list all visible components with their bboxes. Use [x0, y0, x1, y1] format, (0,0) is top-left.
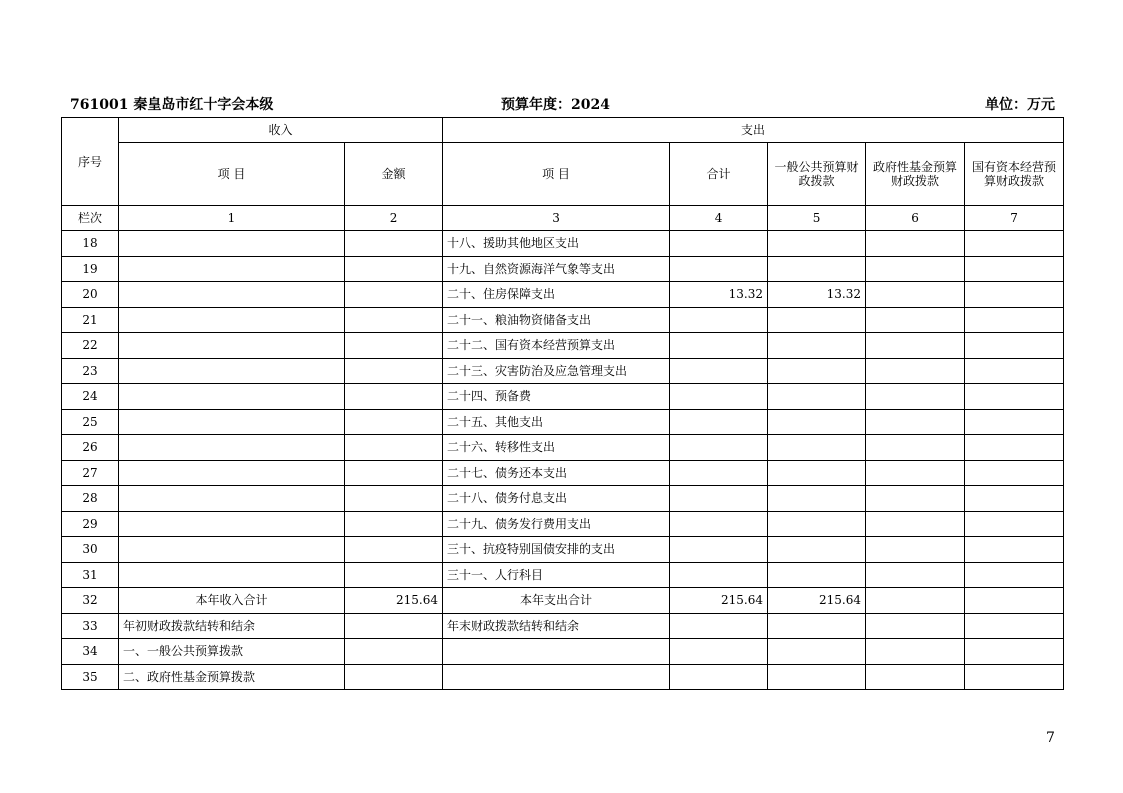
cell-expense-item: 三十一、人行科目	[443, 562, 670, 588]
cell-income-amount	[345, 639, 443, 665]
cell-income-item	[119, 231, 345, 257]
cell-seq: 29	[62, 511, 119, 537]
cell-expense-item: 十八、援助其他地区支出	[443, 231, 670, 257]
cell-state-capital	[965, 358, 1064, 384]
cell-seq: 31	[62, 562, 119, 588]
header-seq: 序号	[62, 118, 119, 206]
cell-total	[670, 639, 768, 665]
cell-income-item	[119, 333, 345, 359]
cell-expense-item: 二十四、预备费	[443, 384, 670, 410]
cell-general	[768, 511, 866, 537]
header-general-budget: 一般公共预算财政拨款	[768, 143, 866, 206]
table-row	[62, 435, 1064, 461]
cell-gov-fund	[866, 511, 965, 537]
cell-total	[670, 409, 768, 435]
header-row-columns	[62, 143, 1064, 206]
cell-income-amount	[345, 435, 443, 461]
cell-income-amount	[345, 460, 443, 486]
cell-general: 13.32	[768, 282, 866, 308]
cell-general	[768, 613, 866, 639]
cell-gov-fund	[866, 384, 965, 410]
cell-seq: 26	[62, 435, 119, 461]
cell-seq: 28	[62, 486, 119, 512]
cell-state-capital	[965, 588, 1064, 614]
cell-gov-fund	[866, 537, 965, 563]
cell-state-capital	[965, 664, 1064, 690]
cell-gov-fund	[866, 333, 965, 359]
cell-state-capital	[965, 562, 1064, 588]
cell-expense-item: 二十六、转移性支出	[443, 435, 670, 461]
cell-state-capital	[965, 435, 1064, 461]
cell-expense-item: 二十八、债务付息支出	[443, 486, 670, 512]
cell-seq: 18	[62, 231, 119, 257]
cell-seq: 33	[62, 613, 119, 639]
report-header	[70, 94, 1055, 114]
cell-gov-fund	[866, 639, 965, 665]
cell-general	[768, 486, 866, 512]
cell-total	[670, 435, 768, 461]
cell-state-capital	[965, 537, 1064, 563]
cell-seq: 22	[62, 333, 119, 359]
cell-seq: 30	[62, 537, 119, 563]
cell-expense-item: 十九、自然资源海洋气象等支出	[443, 256, 670, 282]
cell-seq: 23	[62, 358, 119, 384]
header-gov-fund: 政府性基金预算财政拨款	[866, 143, 965, 206]
budget-table	[61, 117, 1064, 690]
cell-general	[768, 333, 866, 359]
table-row	[62, 460, 1064, 486]
cell-income-amount	[345, 333, 443, 359]
cell-general	[768, 409, 866, 435]
cell-state-capital	[965, 282, 1064, 308]
cell-income-amount	[345, 384, 443, 410]
cell-total	[670, 511, 768, 537]
cell-income-item	[119, 282, 345, 308]
header-income-group: 收入	[119, 118, 443, 143]
cell-gov-fund	[866, 460, 965, 486]
cell-income-item	[119, 537, 345, 563]
cell-total	[670, 664, 768, 690]
cell-income-item	[119, 358, 345, 384]
cell-general	[768, 460, 866, 486]
cell-state-capital	[965, 409, 1064, 435]
table-row	[62, 256, 1064, 282]
cell-gov-fund	[866, 282, 965, 308]
cell-state-capital	[965, 639, 1064, 665]
cell-gov-fund	[866, 231, 965, 257]
table-row	[62, 231, 1064, 257]
table-row	[62, 486, 1064, 512]
cell-seq: 27	[62, 460, 119, 486]
cell-state-capital	[965, 511, 1064, 537]
index-3: 3	[443, 206, 670, 231]
table-row	[62, 588, 1064, 614]
cell-total	[670, 537, 768, 563]
cell-general	[768, 307, 866, 333]
table-row	[62, 333, 1064, 359]
cell-gov-fund	[866, 588, 965, 614]
cell-state-capital	[965, 460, 1064, 486]
cell-general	[768, 435, 866, 461]
cell-income-item	[119, 256, 345, 282]
header-state-capital: 国有资本经营预算财政拨款	[965, 143, 1064, 206]
cell-income-item: 一、一般公共预算拨款	[119, 639, 345, 665]
cell-income-amount	[345, 282, 443, 308]
cell-total: 215.64	[670, 588, 768, 614]
cell-state-capital	[965, 256, 1064, 282]
cell-income-amount	[345, 613, 443, 639]
cell-income-amount: 215.64	[345, 588, 443, 614]
cell-expense-item: 二十二、国有资本经营预算支出	[443, 333, 670, 359]
table-row	[62, 282, 1064, 308]
cell-expense-item: 二十七、债务还本支出	[443, 460, 670, 486]
cell-gov-fund	[866, 435, 965, 461]
cell-general	[768, 256, 866, 282]
index-label: 栏次	[62, 206, 119, 231]
cell-income-item	[119, 562, 345, 588]
cell-seq: 25	[62, 409, 119, 435]
page-number: 7	[1046, 730, 1055, 746]
cell-total	[670, 460, 768, 486]
header-row-groups	[62, 118, 1064, 143]
cell-gov-fund	[866, 664, 965, 690]
index-1: 1	[119, 206, 345, 231]
cell-gov-fund	[866, 358, 965, 384]
cell-state-capital	[965, 384, 1064, 410]
table-row	[62, 562, 1064, 588]
cell-income-amount	[345, 511, 443, 537]
cell-income-amount	[345, 231, 443, 257]
cell-total: 13.32	[670, 282, 768, 308]
cell-total	[670, 333, 768, 359]
cell-expense-item: 年末财政拨款结转和结余	[443, 613, 670, 639]
cell-total	[670, 384, 768, 410]
cell-income-item	[119, 435, 345, 461]
cell-income-item	[119, 384, 345, 410]
cell-income-amount	[345, 486, 443, 512]
cell-income-amount	[345, 664, 443, 690]
currency-unit: 单位：万元	[985, 97, 1055, 113]
cell-total	[670, 562, 768, 588]
cell-expense-item: 二十一、粮油物资储备支出	[443, 307, 670, 333]
header-row-index	[62, 206, 1064, 231]
cell-general	[768, 384, 866, 410]
cell-seq: 34	[62, 639, 119, 665]
cell-seq: 35	[62, 664, 119, 690]
cell-total	[670, 358, 768, 384]
cell-income-amount	[345, 537, 443, 563]
table-row	[62, 537, 1064, 563]
unit-name: 761001 秦皇岛市红十字会本级	[70, 97, 274, 113]
cell-general	[768, 639, 866, 665]
cell-expense-item: 二十三、灾害防治及应急管理支出	[443, 358, 670, 384]
cell-income-amount	[345, 256, 443, 282]
cell-seq: 32	[62, 588, 119, 614]
budget-year: 预算年度：2024	[501, 97, 610, 113]
index-2: 2	[345, 206, 443, 231]
cell-seq: 24	[62, 384, 119, 410]
cell-income-item: 本年收入合计	[119, 588, 345, 614]
cell-expense-item: 二十五、其他支出	[443, 409, 670, 435]
table-row	[62, 664, 1064, 690]
header-expense-item: 项 目	[443, 143, 670, 206]
table-row	[62, 613, 1064, 639]
cell-state-capital	[965, 486, 1064, 512]
index-6: 6	[866, 206, 965, 231]
cell-gov-fund	[866, 562, 965, 588]
table-row	[62, 409, 1064, 435]
header-income-amount: 金额	[345, 143, 443, 206]
cell-income-amount	[345, 307, 443, 333]
cell-general	[768, 537, 866, 563]
cell-expense-item: 本年支出合计	[443, 588, 670, 614]
cell-total	[670, 613, 768, 639]
cell-gov-fund	[866, 486, 965, 512]
cell-total	[670, 486, 768, 512]
index-7: 7	[965, 206, 1064, 231]
cell-general	[768, 231, 866, 257]
cell-state-capital	[965, 231, 1064, 257]
cell-expense-item: 二十九、债务发行费用支出	[443, 511, 670, 537]
cell-income-item	[119, 511, 345, 537]
cell-income-amount	[345, 409, 443, 435]
cell-general	[768, 358, 866, 384]
table-row	[62, 511, 1064, 537]
cell-total	[670, 256, 768, 282]
cell-expense-item	[443, 664, 670, 690]
cell-total	[670, 231, 768, 257]
cell-state-capital	[965, 613, 1064, 639]
cell-state-capital	[965, 333, 1064, 359]
cell-expense-item	[443, 639, 670, 665]
table-row	[62, 639, 1064, 665]
table-row	[62, 358, 1064, 384]
cell-seq: 19	[62, 256, 119, 282]
index-4: 4	[670, 206, 768, 231]
cell-income-item: 年初财政拨款结转和结余	[119, 613, 345, 639]
cell-income-item	[119, 307, 345, 333]
cell-general: 215.64	[768, 588, 866, 614]
cell-general	[768, 562, 866, 588]
cell-total	[670, 307, 768, 333]
cell-income-item	[119, 486, 345, 512]
header-expense-group: 支出	[443, 118, 1064, 143]
table-row	[62, 384, 1064, 410]
cell-general	[768, 664, 866, 690]
cell-gov-fund	[866, 256, 965, 282]
cell-income-amount	[345, 358, 443, 384]
table-row	[62, 307, 1064, 333]
cell-state-capital	[965, 307, 1064, 333]
header-total: 合计	[670, 143, 768, 206]
cell-seq: 20	[62, 282, 119, 308]
header-income-item: 项 目	[119, 143, 345, 206]
cell-income-item	[119, 409, 345, 435]
index-5: 5	[768, 206, 866, 231]
cell-gov-fund	[866, 307, 965, 333]
cell-expense-item: 二十、住房保障支出	[443, 282, 670, 308]
cell-expense-item: 三十、抗疫特别国债安排的支出	[443, 537, 670, 563]
cell-gov-fund	[866, 409, 965, 435]
cell-seq: 21	[62, 307, 119, 333]
cell-income-item: 二、政府性基金预算拨款	[119, 664, 345, 690]
cell-income-amount	[345, 562, 443, 588]
cell-income-item	[119, 460, 345, 486]
cell-gov-fund	[866, 613, 965, 639]
